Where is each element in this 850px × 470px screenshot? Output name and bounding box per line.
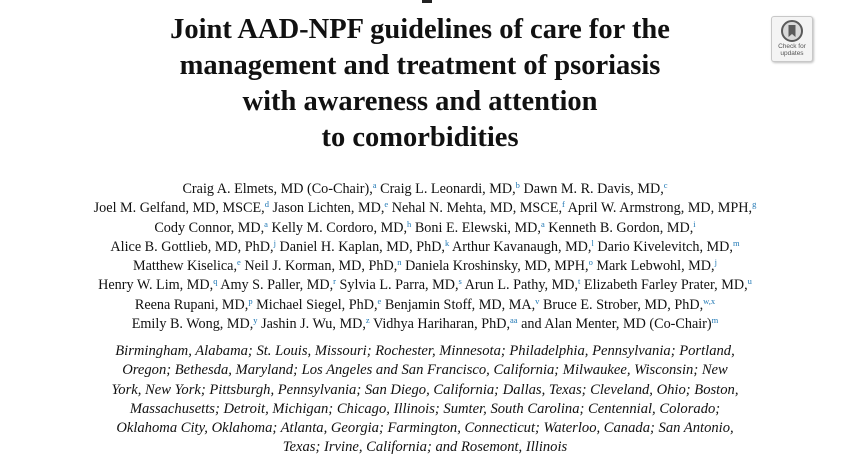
affiliation-superscript-link[interactable]: n <box>397 257 402 268</box>
affiliation-superscript-link[interactable]: o <box>588 257 593 268</box>
affiliation-superscript-link[interactable]: z <box>365 315 370 326</box>
affiliation-superscript-link[interactable]: s <box>458 276 462 287</box>
author-name: Matthew Kiselica, <box>133 258 238 275</box>
affiliation-superscript-link[interactable]: t <box>578 276 581 287</box>
author-line <box>0 199 850 218</box>
title-line: to comorbidities <box>321 122 519 153</box>
author-name: Amy S. Paller, MD, <box>220 277 334 294</box>
affiliation-superscript-link[interactable]: v <box>535 295 540 306</box>
affiliation-superscript-link[interactable]: aa <box>510 315 518 326</box>
author-name: Jashin J. Wu, MD, <box>261 316 366 333</box>
author-name: Daniel H. Kaplan, MD, PhD, <box>279 238 445 255</box>
author-name: Dario Kivelevitch, MD, <box>597 238 733 255</box>
affiliation-superscript-link[interactable]: m <box>711 315 719 326</box>
affiliation-superscript-link[interactable]: r <box>333 276 336 287</box>
author-name: Dawn M. R. Davis, MD, <box>523 181 664 197</box>
affiliation-superscript-link[interactable]: w,x <box>703 295 716 306</box>
affiliation-superscript-link[interactable]: e <box>237 257 241 268</box>
author-name: Joel M. Gelfand, MD, MSCE, <box>93 200 265 217</box>
author-line <box>0 180 850 199</box>
affiliation-superscript-link[interactable]: f <box>562 199 565 210</box>
author-line <box>0 238 850 257</box>
affiliation-superscript-link[interactable]: b <box>515 180 520 190</box>
check-for-updates-button[interactable] <box>771 16 813 62</box>
author-name: Bruce E. Strober, MD, PhD, <box>542 296 704 313</box>
author-name: and Alan Menter, MD (Co-Chair) <box>521 316 712 333</box>
author-name: Daniela Kroshinsky, MD, MPH, <box>405 258 589 275</box>
affiliation-superscript-link[interactable]: d <box>264 199 269 210</box>
location-line: Oregon; Bethesda, Maryland; Los Angeles and San Francisco, California; Milwaukee, Wisconsin; New <box>122 362 728 379</box>
author-name: Arun L. Pathy, MD, <box>464 277 578 294</box>
location-line: York, New York; Pittsburgh, Pennsylvania; San Diego, California; Dallas, Texas; Cleveland, Ohio; Boston, <box>111 381 739 398</box>
affiliation-superscript-link[interactable]: c <box>663 180 668 190</box>
title-line: management and treatment of psoriasis <box>179 50 661 81</box>
author-name: Michael Siegel, PhD, <box>256 296 378 313</box>
author-locations <box>0 342 850 458</box>
title-line: with awareness and attention <box>242 86 598 117</box>
header-rule <box>422 0 432 3</box>
author-name: April W. Armstrong, MD, MPH, <box>567 200 753 217</box>
location-line: Birmingham, Alabama; St. Louis, Missouri; Rochester, Minnesota; Philadelphia, Pennsylvania; Portland, <box>115 343 735 359</box>
badge-label-line1: Check for <box>778 43 806 50</box>
affiliation-superscript-link[interactable]: e <box>384 199 389 210</box>
affiliation-superscript-link[interactable]: u <box>747 276 752 287</box>
author-name: Henry W. Lim, MD, <box>98 277 214 294</box>
affiliation-superscript-link[interactable]: y <box>253 315 258 326</box>
author-name: Arthur Kavanaugh, MD, <box>452 238 592 255</box>
author-list <box>0 180 850 334</box>
location-line: Oklahoma City, Oklahoma; Atlanta, Georgia; Farmington, Connecticut; Waterloo, Canada; San Antonio, <box>116 420 734 437</box>
author-name: Nehal N. Mehta, MD, MSCE, <box>391 200 562 217</box>
affiliation-superscript-link[interactable]: a <box>540 218 545 229</box>
author-name: Neil J. Korman, MD, PhD, <box>244 258 398 275</box>
author-name: Jason Lichten, MD, <box>272 200 385 217</box>
author-name: Kenneth B. Gordon, MD, <box>548 219 694 236</box>
author-name: Boni E. Elewski, MD, <box>414 219 541 236</box>
author-name: Craig L. Leonardi, MD, <box>380 181 516 197</box>
author-name: Alice B. Gottlieb, MD, PhD, <box>110 238 274 255</box>
author-name: Emily B. Wong, MD, <box>131 316 254 333</box>
affiliation-superscript-link[interactable]: e <box>377 295 382 306</box>
location-line: Texas; Irvine, California; and Rosemont, Illinois <box>282 439 568 456</box>
author-name: Sylvia L. Parra, MD, <box>339 277 459 294</box>
affiliation-superscript-link[interactable]: a <box>372 180 377 190</box>
affiliation-superscript-link[interactable]: l <box>591 237 594 248</box>
author-name: Craig A. Elmets, MD (Co-Chair), <box>182 181 373 197</box>
author-line <box>0 315 850 334</box>
affiliation-superscript-link[interactable]: a <box>264 218 268 229</box>
author-name: Cody Connor, MD, <box>154 219 265 236</box>
location-line: Massachusetts; Detroit, Michigan; Chicago, Illinois; Sumter, South Carolina; Centennial, Colorado; <box>129 400 721 417</box>
affiliation-superscript-link[interactable]: p <box>248 295 253 306</box>
crossmark-icon <box>781 20 803 42</box>
affiliation-superscript-link[interactable]: j <box>714 257 717 268</box>
author-line <box>0 276 850 295</box>
author-line <box>0 296 850 315</box>
author-name: Benjamin Stoff, MD, MA, <box>384 296 536 313</box>
author-line <box>0 257 850 276</box>
author-name: Reena Rupani, MD, <box>134 296 249 313</box>
author-name: Mark Lebwohl, MD, <box>596 258 715 275</box>
affiliation-superscript-link[interactable]: h <box>407 218 412 229</box>
affiliation-superscript-link[interactable]: m <box>732 237 740 248</box>
article-title <box>70 12 770 156</box>
affiliation-superscript-link[interactable]: j <box>273 237 276 248</box>
affiliation-superscript-link[interactable]: g <box>752 199 757 210</box>
author-name: Kelly M. Cordoro, MD, <box>271 219 408 236</box>
affiliation-superscript-link[interactable]: k <box>444 237 450 248</box>
affiliation-superscript-link[interactable]: i <box>693 218 696 229</box>
author-name: Vidhya Hariharan, PhD, <box>372 316 511 333</box>
author-name: Elizabeth Farley Prater, MD, <box>583 277 748 294</box>
author-line <box>0 219 850 238</box>
badge-label-line2: updates <box>780 50 804 57</box>
affiliation-superscript-link[interactable]: q <box>213 276 218 287</box>
title-line: Joint AAD-NPF guidelines of care for the <box>170 14 670 45</box>
